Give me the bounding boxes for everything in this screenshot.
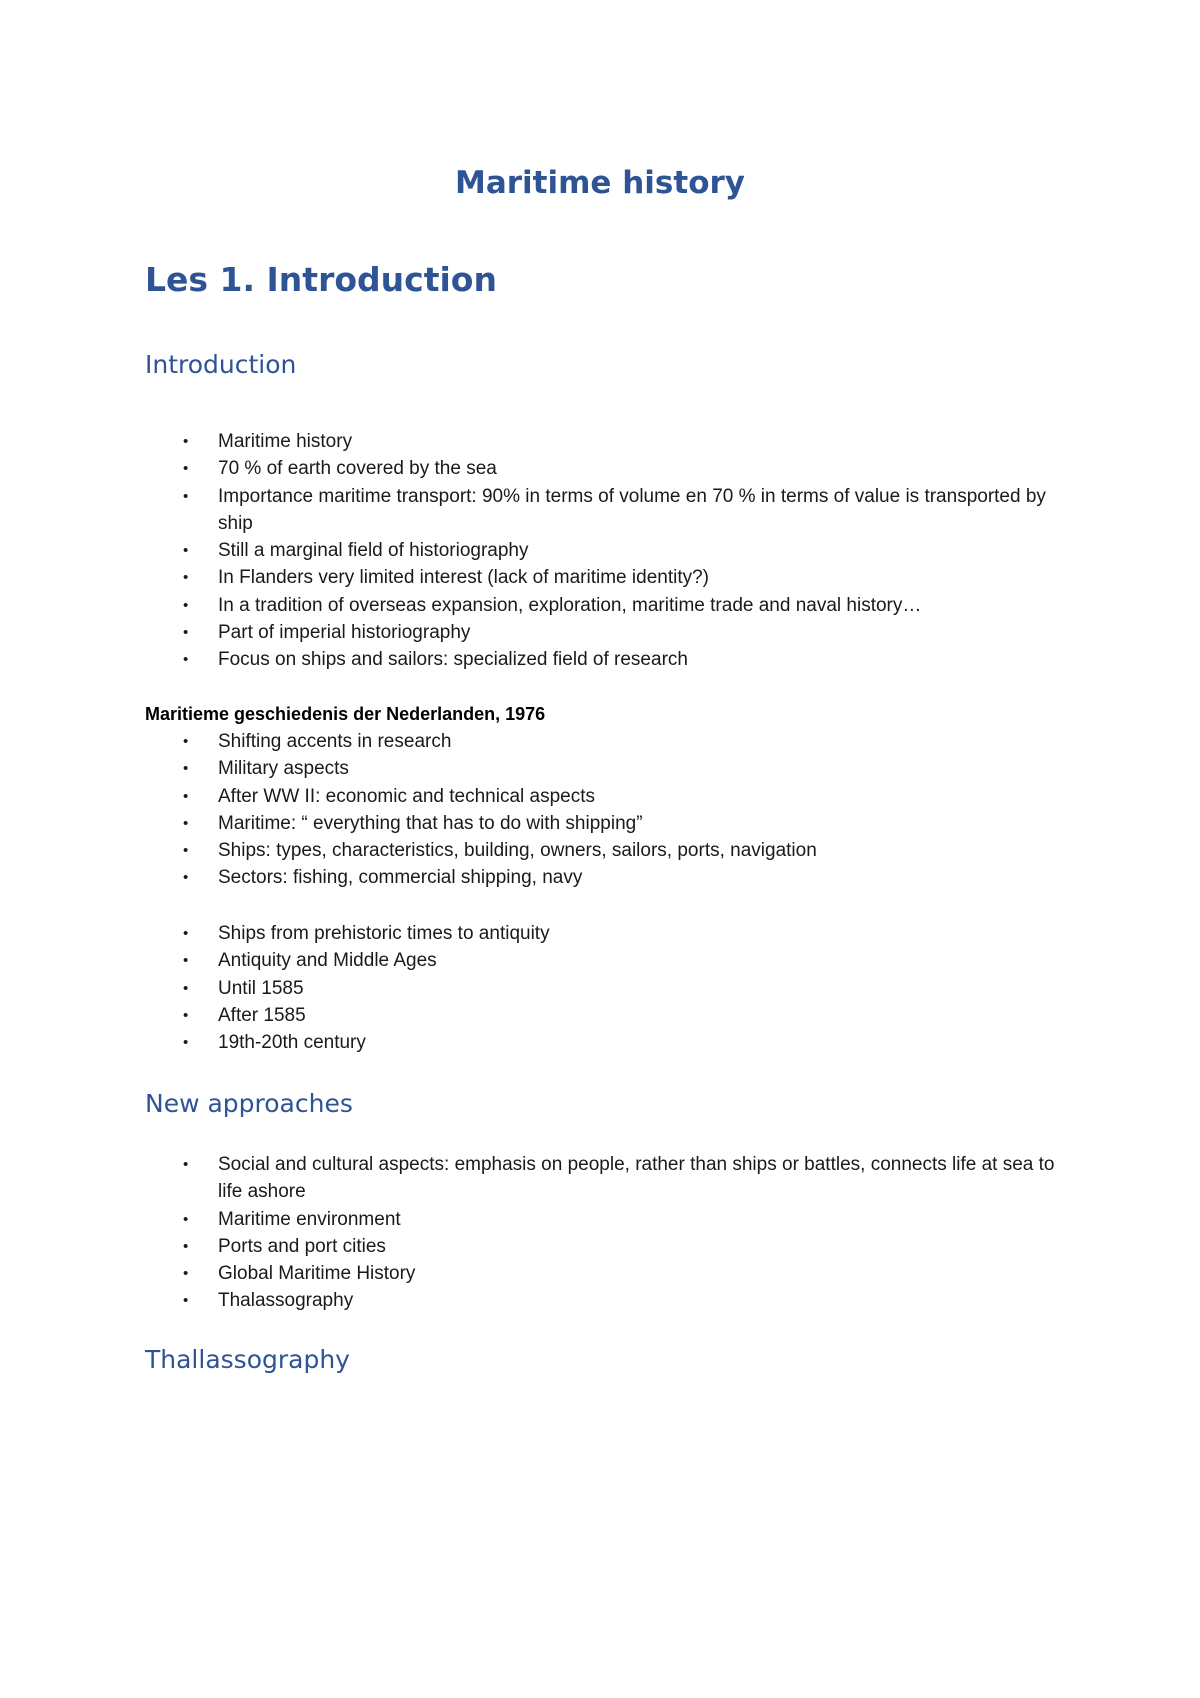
bullet-icon: • [183, 1292, 189, 1310]
list-item [145, 428, 1065, 455]
introduction-bullet-list [145, 428, 1065, 674]
list-item [145, 455, 1065, 482]
list-item-text: Ships from prehistoric times to antiquity [218, 923, 550, 944]
list-item-text: Antiquity and Middle Ages [218, 950, 437, 972]
list-item [145, 975, 1065, 1002]
list-item-text: Ships: types, characteristics, building, owners, sailors, ports, navigation [218, 840, 817, 862]
bullet-icon: • [183, 569, 189, 587]
list-item [145, 592, 1065, 619]
list-item-text: In a tradition of overseas expansion, exploration, maritime trade and naval history… [218, 594, 922, 616]
list-item [145, 646, 1065, 673]
list-item [145, 810, 1065, 837]
lesson-heading: Les 1. Introduction [145, 260, 497, 299]
bullet-icon: • [183, 842, 189, 860]
list-item [145, 1029, 1065, 1056]
list-item-text: Focus on ships and sailors: specialized field of research [218, 649, 688, 671]
list-item-text: Until 1585 [218, 977, 304, 999]
bullet-icon: • [183, 1265, 189, 1283]
list-item [145, 728, 1065, 755]
bullet-icon: • [183, 596, 189, 614]
bullet-icon: • [183, 1156, 189, 1173]
bullet-icon: • [183, 487, 189, 505]
bullet-icon: • [183, 733, 189, 750]
list-item-text: 19th-20th century [218, 1032, 366, 1054]
list-item [145, 783, 1065, 810]
bullet-icon: • [183, 433, 189, 450]
list-item [145, 537, 1065, 564]
bullet-icon: • [183, 460, 189, 478]
bullet-icon: • [183, 542, 189, 560]
list-item [145, 619, 1065, 646]
list-item [145, 1002, 1065, 1029]
list-item-text: Shifting accents in research [218, 731, 452, 752]
subheading-maritieme-geschiedenis: Maritieme geschiedenis der Nederlanden, 1976 [145, 704, 546, 724]
list-item [145, 864, 1065, 891]
list-item-text: Still a marginal field of historiography [218, 540, 529, 562]
bullet-icon: • [183, 869, 189, 887]
list-item-text: 70 % of earth covered by the sea [218, 458, 497, 480]
list-item [145, 1206, 1065, 1233]
list-item-text: Sectors: fishing, commercial shipping, navy [218, 867, 583, 889]
bullet-icon: • [183, 1006, 189, 1024]
list-item-text: Thalassography [218, 1290, 354, 1312]
new-approaches-bullet-list [145, 1151, 1065, 1315]
list-item [145, 755, 1065, 782]
bullet-icon: • [183, 925, 189, 942]
list-item [145, 920, 1065, 947]
section-heading-thallassography: Thallassography [145, 1345, 350, 1374]
bullet-icon: • [183, 651, 189, 669]
list-item-text: Part of imperial historiography [218, 622, 471, 644]
list-item [145, 564, 1065, 591]
list-item-text: Ports and port cities [218, 1235, 386, 1257]
list-item-text: Military aspects [218, 758, 349, 780]
list-item [145, 1260, 1065, 1287]
bullet-icon: • [183, 814, 189, 832]
document-title: Maritime history [454, 165, 745, 201]
list-item-text: Maritime environment [218, 1208, 401, 1230]
periods-bullet-list [145, 920, 1065, 1056]
bullet-icon: • [183, 1210, 189, 1228]
bullet-icon: • [183, 979, 189, 997]
list-item-text: After WW II: economic and technical aspects [218, 785, 595, 807]
list-item [145, 1233, 1065, 1260]
list-item [145, 1287, 1065, 1314]
list-item [145, 837, 1065, 864]
list-item-text: Social and cultural aspects: emphasis on people, rather than ships or battles, connects life at sea to life ashore [218, 1154, 1055, 1203]
list-item [145, 483, 1065, 538]
bullet-icon: • [183, 760, 189, 778]
list-item-text: After 1585 [218, 1004, 306, 1026]
list-item [145, 1151, 1065, 1206]
list-item [145, 947, 1065, 974]
list-item-text: Maritime: “ everything that has to do with shipping” [218, 812, 643, 834]
list-item-text: Importance maritime transport: 90% in terms of volume en 70 % in terms of value is transported by ship [218, 485, 1046, 534]
list-item-text: In Flanders very limited interest (lack of maritime identity?) [218, 567, 709, 589]
section-heading-new-approaches: New approaches [145, 1089, 353, 1118]
section-heading-introduction: Introduction [145, 350, 297, 379]
maritieme-bullet-list [145, 728, 1065, 892]
bullet-icon: • [183, 1237, 189, 1255]
bullet-icon: • [183, 624, 189, 642]
list-item-text: Maritime history [218, 431, 353, 452]
bullet-icon: • [183, 1034, 189, 1052]
bullet-icon: • [183, 787, 189, 805]
bullet-icon: • [183, 952, 189, 970]
list-item-text: Global Maritime History [218, 1263, 416, 1285]
